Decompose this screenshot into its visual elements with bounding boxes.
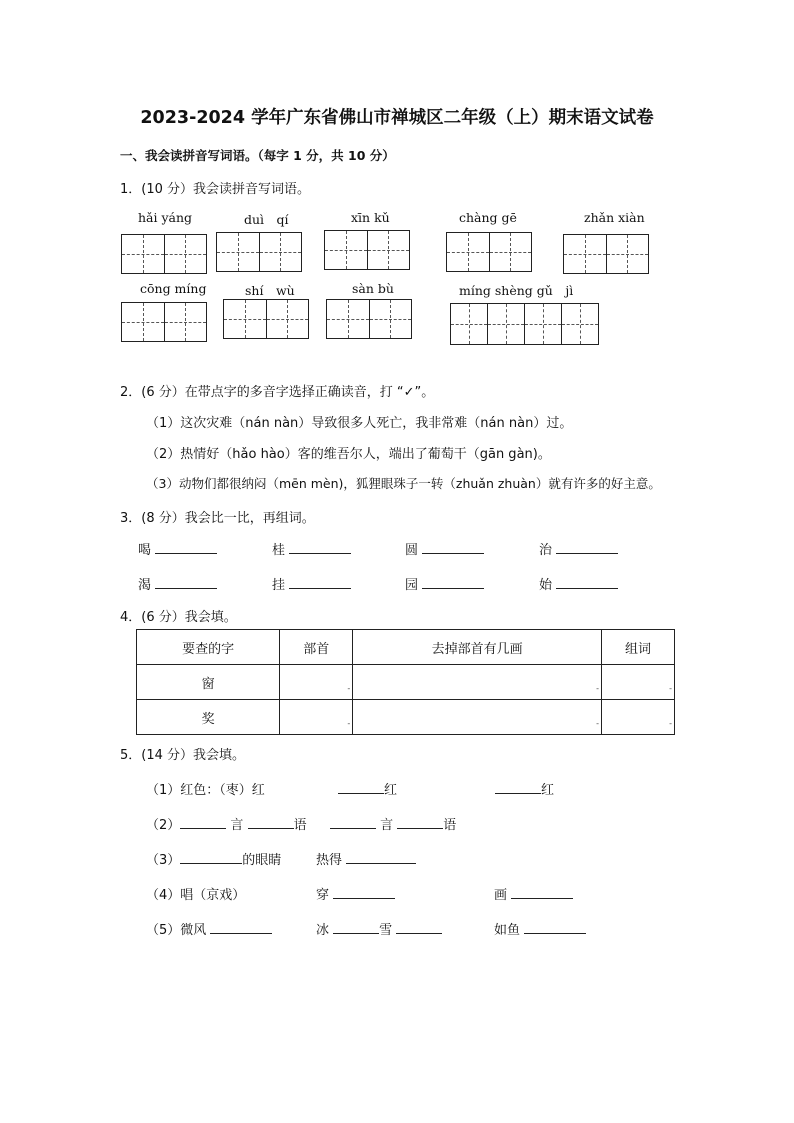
answer-blank[interactable] bbox=[556, 539, 618, 554]
tianzige-writing-box[interactable] bbox=[450, 303, 599, 345]
answer-blank[interactable] bbox=[422, 539, 484, 554]
compare-character: 渴 bbox=[138, 578, 152, 593]
page-title: 2023-2024 学年广东省佛山市禅城区二年级（上）期末语文试卷 bbox=[140, 108, 654, 128]
q5-line2-label: （2） bbox=[146, 818, 181, 833]
q2-stem: 2．(6 分）在带点字的多音字选择正确读音，打 “✓”。 bbox=[120, 385, 435, 400]
q5-line3-label: （3） bbox=[146, 853, 181, 868]
blank-mark: - bbox=[596, 684, 599, 693]
pinyin-label: xīn kǔ bbox=[351, 210, 390, 225]
tianzige-writing-box[interactable] bbox=[326, 299, 412, 339]
compare-character: 喝 bbox=[138, 543, 152, 558]
compare-character: 挂 bbox=[272, 578, 286, 593]
answer-blank[interactable] bbox=[338, 779, 384, 794]
tianzige-writing-box[interactable] bbox=[216, 232, 302, 272]
q5-text: 穿 bbox=[316, 888, 330, 903]
q5-text: 热得 bbox=[316, 853, 343, 868]
answer-blank[interactable] bbox=[289, 574, 351, 589]
q5-stem: 5．(14 分）我会填。 bbox=[120, 748, 246, 763]
q5-text: 雪 bbox=[379, 923, 393, 938]
answer-blank[interactable] bbox=[556, 574, 618, 589]
answer-blank[interactable] bbox=[511, 884, 573, 899]
answer-blank[interactable] bbox=[210, 919, 272, 934]
q5-text: 红 bbox=[384, 783, 398, 798]
pinyin-label: duì qí bbox=[244, 212, 289, 227]
q5-line5-label: （5）微风 bbox=[146, 923, 207, 938]
section-heading: 一、我会读拼音写词语。（每字 1 分，共 10 分） bbox=[120, 148, 395, 163]
answer-cell[interactable] bbox=[601, 665, 674, 700]
q5-line1-label: （1）红色：（枣）红 bbox=[146, 783, 265, 798]
pinyin-label: cōng míng bbox=[140, 281, 207, 296]
answer-blank[interactable] bbox=[422, 574, 484, 589]
table-header-cell: 部首 bbox=[280, 630, 353, 665]
answer-blank[interactable] bbox=[155, 539, 217, 554]
blank-mark: - bbox=[669, 719, 672, 728]
answer-cell[interactable] bbox=[353, 700, 602, 735]
compare-character: 园 bbox=[405, 578, 419, 593]
answer-blank[interactable] bbox=[248, 814, 294, 829]
answer-cell[interactable] bbox=[280, 665, 353, 700]
q5-line4-label: （4）唱（京戏） bbox=[146, 888, 246, 903]
table-header-cell: 去掉部首有几画 bbox=[353, 630, 602, 665]
tianzige-writing-box[interactable] bbox=[324, 230, 410, 270]
answer-blank[interactable] bbox=[333, 884, 395, 899]
q2-item: （1）这次灾难（nán nàn）导致很多人死亡，我非常难（nán nàn）过。 bbox=[146, 416, 573, 431]
tianzige-writing-box[interactable] bbox=[446, 232, 532, 272]
q5-text: 言 bbox=[380, 818, 394, 833]
lookup-character: 窗 bbox=[137, 665, 280, 700]
answer-blank[interactable] bbox=[397, 814, 443, 829]
answer-blank[interactable] bbox=[155, 574, 217, 589]
pinyin-label: zhǎn xiàn bbox=[584, 210, 645, 225]
answer-blank[interactable] bbox=[524, 919, 586, 934]
q5-text: 红 bbox=[541, 783, 555, 798]
answer-blank[interactable] bbox=[333, 919, 379, 934]
q5-text: 言 bbox=[230, 818, 244, 833]
q5-text: 语 bbox=[293, 818, 307, 833]
table-header-row bbox=[137, 630, 675, 665]
q2-item: （2）热情好（hǎo hào）客的维吾尔人，端出了葡萄干（gān gàn)。 bbox=[146, 447, 551, 462]
q4-table bbox=[136, 629, 675, 735]
blank-mark: - bbox=[347, 684, 351, 693]
q5-text: 如鱼 bbox=[494, 923, 521, 938]
q2-item: （3）动物们都很纳闷（mēn mèn)，狐狸眼珠子一转（zhuǎn zhuàn）就有许多的好主意。 bbox=[146, 476, 661, 491]
pinyin-label: chàng gē bbox=[459, 210, 517, 225]
answer-cell[interactable] bbox=[280, 700, 353, 735]
pinyin-label: míng shèng gǔ jì bbox=[459, 283, 574, 298]
compare-character: 治 bbox=[539, 543, 553, 558]
blank-mark: - bbox=[347, 719, 351, 728]
table-row bbox=[137, 665, 675, 700]
q4-stem: 4．(6 分）我会填。 bbox=[120, 610, 237, 625]
answer-blank[interactable] bbox=[180, 814, 226, 829]
table-header-cell: 组词 bbox=[601, 630, 674, 665]
table-row bbox=[137, 700, 675, 735]
answer-cell[interactable] bbox=[353, 665, 602, 700]
lookup-character: 奖 bbox=[137, 700, 280, 735]
q5-text: 语 bbox=[443, 818, 457, 833]
table-header-cell: 要查的字 bbox=[137, 630, 280, 665]
blank-mark: - bbox=[596, 719, 599, 728]
answer-blank[interactable] bbox=[396, 919, 442, 934]
pinyin-label: hǎi yáng bbox=[138, 210, 193, 225]
tianzige-writing-box[interactable] bbox=[121, 234, 207, 274]
compare-character: 始 bbox=[539, 578, 553, 593]
answer-blank[interactable] bbox=[180, 849, 242, 864]
q5-text: 冰 bbox=[316, 923, 330, 938]
pinyin-label: shí wù bbox=[245, 283, 295, 298]
blank-mark: - bbox=[669, 684, 672, 693]
tianzige-writing-box[interactable] bbox=[223, 299, 309, 339]
pinyin-label: sàn bù bbox=[352, 281, 394, 296]
q1-stem: 1．(10 分）我会读拼音写词语。 bbox=[120, 182, 311, 197]
answer-blank[interactable] bbox=[330, 814, 376, 829]
answer-blank[interactable] bbox=[495, 779, 541, 794]
compare-character: 圆 bbox=[405, 543, 419, 558]
answer-blank[interactable] bbox=[346, 849, 416, 864]
tianzige-writing-box[interactable] bbox=[563, 234, 649, 274]
q5-text: 画 bbox=[494, 888, 508, 903]
compare-character: 桂 bbox=[272, 543, 286, 558]
answer-blank[interactable] bbox=[289, 539, 351, 554]
q5-text: 的眼睛 bbox=[242, 853, 282, 868]
tianzige-writing-box[interactable] bbox=[121, 302, 207, 342]
answer-cell[interactable] bbox=[601, 700, 674, 735]
q3-stem: 3．(8 分）我会比一比，再组词。 bbox=[120, 511, 315, 526]
